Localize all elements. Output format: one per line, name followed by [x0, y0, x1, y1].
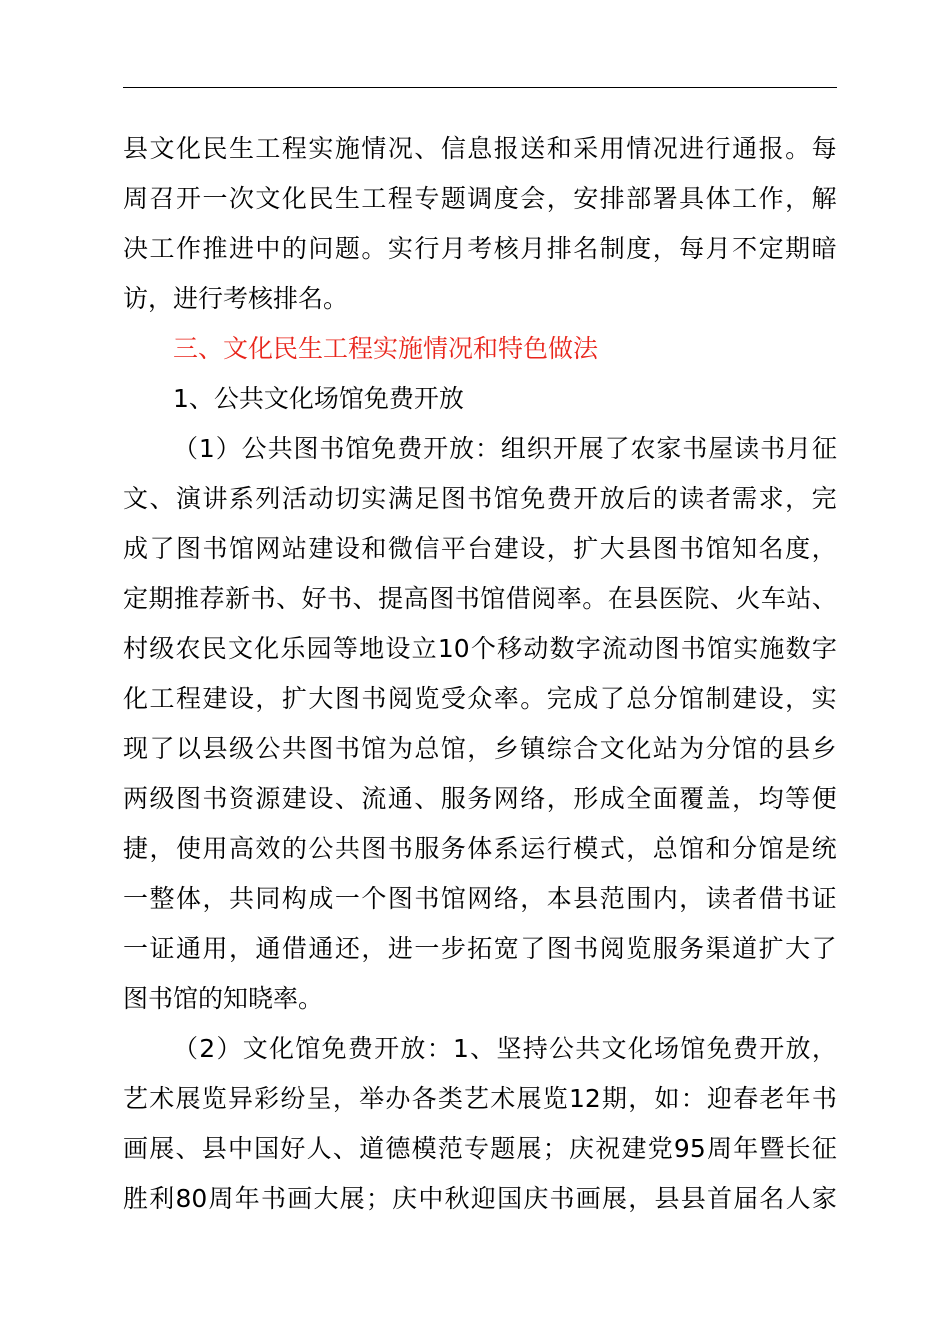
paragraph-line: 定 期 推 荐 新 书 、 好 书 、 提 高 图 书 馆 借 阅 率 。 在 县 医 院 、 火 车 站 、 [123, 584, 837, 613]
subsection-heading: 1、公共文化场馆免费开放 [173, 384, 464, 413]
paragraph-line: 捷 ， 使 用 高 效 的 公 共 图 书 服 务 体 系 运 行 模 式 ， 总 馆 和 分 馆 是 统 [123, 834, 837, 863]
paragraph-line: 两 级 图 书 资 源 建 设 、 流 通 、 服 务 网 络 ， 形 成 全 面 覆 盖 ， 均 等 便 [123, 784, 837, 813]
paragraph-line: 访，进行考核排名。 [123, 284, 349, 313]
paragraph-line: 县 文 化 民 生 工 程 实 施 情 况 、 信 息 报 送 和 采 用 情 况 进 行 通 报 。 每 [123, 134, 837, 163]
document-body [123, 124, 837, 1224]
paragraph-line: 一 证 通 用 ， 通 借 通 还 ， 进 一 步 拓 宽 了 图 书 阅 览 服 务 渠 道 扩 大 了 [123, 934, 837, 963]
paragraph-line: 文 、 演 讲 系 列 活 动 切 实 满 足 图 书 馆 免 费 开 放 后 的 读 者 需 求 ， 完 [123, 484, 837, 513]
paragraph-line: 周 召 开 一 次 文 化 民 生 工 程 专 题 调 度 会 ， 安 排 部 署 具 体 工 作 ， 解 [123, 184, 837, 213]
paragraph-line: （ 1 ） 公 共 图 书 馆 免 费 开 放 ： 组 织 开 展 了 农 家 书 屋 读 书 月 征 [173, 434, 837, 463]
paragraph-line: 画 展 、 县 中 国 好 人 、 道 德 模 范 专 题 展 ； 庆 祝 建 党 95 周 年 暨 长 征 [123, 1134, 837, 1163]
header-rule [123, 87, 837, 88]
paragraph-line: 胜 利 80 周 年 书 画 大 展 ； 庆 中 秋 迎 国 庆 书 画 展 ， 县 县 首 届 名 人 家 [123, 1184, 837, 1213]
paragraph-line: 村 级 农 民 文 化 乐 园 等 地 设 立 10 个 移 动 数 字 流 动 图 书 馆 实 施 数 字 [123, 634, 837, 663]
paragraph-line: 成 了 图 书 馆 网 站 建 设 和 微 信 平 台 建 设 ， 扩 大 县 图 书 馆 知 名 度 ， [123, 534, 837, 563]
paragraph-line: 图书馆的知晓率。 [123, 984, 324, 1013]
section-heading: 三、文化民生工程实施情况和特色做法 [173, 334, 599, 363]
paragraph-line: 一 整 体 ， 共 同 构 成 一 个 图 书 馆 网 络 ， 本 县 范 围 内 ， 读 者 借 书 证 [123, 884, 837, 913]
paragraph-line: 艺 术 展 览 异 彩 纷 呈 ， 举 办 各 类 艺 术 展 览 12 期 ， 如 ： 迎 春 老 年 书 [123, 1084, 837, 1113]
paragraph-line: 化 工 程 建 设 ， 扩 大 图 书 阅 览 受 众 率 。 完 成 了 总 分 馆 制 建 设 ， 实 [123, 684, 837, 713]
paragraph-line: （ 2 ） 文 化 馆 免 费 开 放 ： 1 、 坚 持 公 共 文 化 场 馆 免 费 开 放 ， [173, 1034, 837, 1063]
paragraph-line: 决 工 作 推 进 中 的 问 题 。 实 行 月 考 核 月 排 名 制 度 ， 每 月 不 定 期 暗 [123, 234, 837, 263]
paragraph-line: 现 了 以 县 级 公 共 图 书 馆 为 总 馆 ， 乡 镇 综 合 文 化 站 为 分 馆 的 县 乡 [123, 734, 837, 763]
